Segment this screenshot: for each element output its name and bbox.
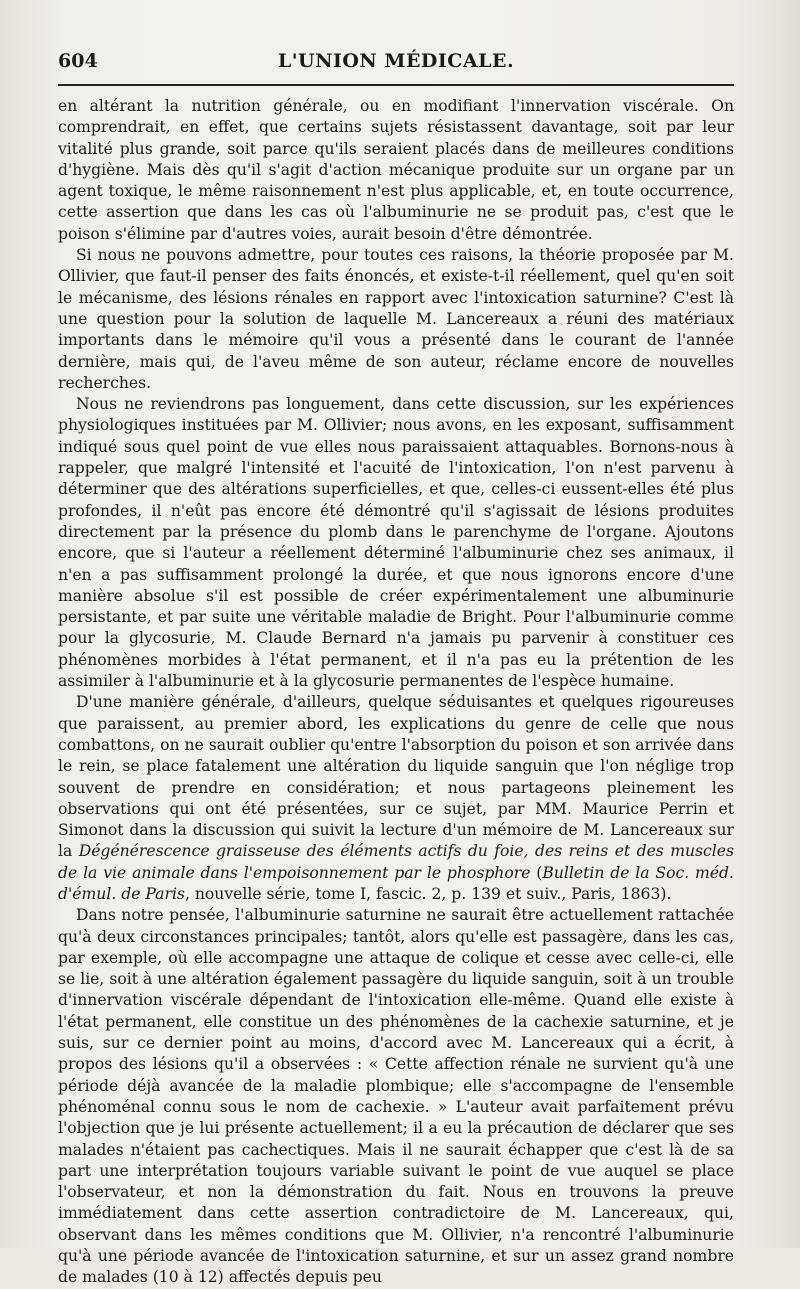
article-body — [58, 96, 734, 1289]
paragraph: Dans notre pensée, l'albuminurie saturnine ne saurait être actuellement rattachée qu'à deux circonstances principales; tantôt, alors qu'elle est passagère, dans les cas, par exemple, où elle accompagne une attaque de colique et cesse avec celle-ci, elle se lie, soit à une altération également passagère du liquide sanguin, soit à un trouble d'innervation viscérale dépendant de l'intoxication elle-même. Quand elle existe à l'état permanent, elle constitue un des phénomènes de la cachexie saturnine, et je suis, sur ce dernier point au moins, d'accord avec M. Lancereaux qui a écrit, à propos des lésions qu'il a observées : « Cette affection rénale ne survient qu'à une période déjà avancée de la maladie plombique; elle s'accompagne de l'ensemble phénoménal connu sous le nom de cachexie. » L'auteur avait parfaitement prévu l'objection que je lui présente actuellement; il a eu la précaution de déclarer que ses malades n'étaient pas cachectiques. Mais il ne saurait échapper que c'est là de sa part une interprétation toujours variable suivant le point de vue auquel se place l'observateur, et non la démonstration du fait. Nous en trouvons la preuve immédiatement dans cette assertion contradictoire de M. Lancereaux, qui, observant dans les mêmes conditions que M. Ollivier, n'a rencontré l'albuminurie qu'à une période avancée de l'intoxication saturnine, et sur un assez grand nombre de malades (10 à 12) affectés depuis peu — [58, 906, 734, 1287]
paragraph-text: D'une manière générale, d'ailleurs, quelque séduisantes et quelques rigoureuses que paraissent, au premier abord, les explications du genre de celle que nous combattons, on ne saurait oublier qu'entre l'absorption du poison et son arrivée dans le rein, se place fatalement une altération du liquide sanguin que l'on néglige trop souvent de prendre en considération; et nous partageons pleinement les observations qui ont été présentées, sur ce sujet, par MM. Maurice Perrin et Simonot dans la discussion qui suivit la lecture d'un mémoire de M. Lancereaux sur la — [58, 693, 734, 861]
paragraph-text: ( — [530, 863, 543, 882]
running-title: L'UNION MÉDICALE. — [277, 50, 515, 72]
cited-memoir-title: Dégénérescence graisseuse des éléments actifs du foie, des reins et des muscles de la vie animale dans l'empoisonnement par le phosphore — [58, 842, 734, 882]
paragraph: Nous ne reviendrons pas longuement, dans cette discussion, sur les expériences physiologiques instituées par M. Ollivier; nous avons, en les exposant, suffisamment indiqué sous quel point de vue elles nous paraissaient attaquables. Bornons-nous à rappeler, que malgré l'intensité et l'acuité de l'intoxication, l'on n'est parvenu à déterminer que des altérations superficielles, et que, celles-ci eussent-elles été plus profondes, il n'eût pas encore été démontré qu'il s'agissait de lésions produites directement par la présence du plomb dans le parenchyme de l'organe. Ajoutons encore, que si l'auteur a réellement déterminé l'albuminurie chez ses animaux, il n'en a pas suffisamment prolongé la durée, et que nous ignorons encore d'une manière absolue s'il est possible de créer expérimentalement une albuminurie persistante, et par suite une véritable maladie de Bright. Pour l'albuminurie comme pour la glycosurie, M. Claude Bernard n'a jamais pu parvenir à constituer ces phénomènes morbides à l'état permanent, et il n'a pas eu la prétention de les assimiler à l'albuminurie et à la glycosurie permanentes de l'espèce humaine. — [58, 395, 734, 691]
paragraph — [58, 692, 734, 905]
paragraph: Si nous ne pouvons admettre, pour toutes ces raisons, la théorie proposée par M. Ollivier, que faut-il penser des faits énoncés, et existe-t-il réellement, quel qu'en soit le mécanisme, des lésions rénales en rapport avec l'intoxication saturnine? C'est là une question pour la solution de laquelle M. Lancereaux a réuni des matériaux importants dans le mémoire qu'il vous a présenté dans le courant de l'année dernière, mais qui, de l'aveu même de son auteur, réclame encore de nouvelles recherches. — [58, 246, 734, 392]
page-header — [58, 44, 734, 80]
cited-journal-title: Bulletin de la Soc. méd. d'émul. de Paris — [58, 863, 734, 903]
paragraph-text: , nouvelle série, tome I, fascic. 2, p. 139 et suiv., Paris, 1863). — [184, 884, 672, 903]
header-rule — [58, 84, 734, 86]
paragraph: en altérant la nutrition générale, ou en modifiant l'innervation viscérale. On comprendrait, en effet, que certains sujets résistassent davantage, soit par leur vitalité plus grande, soit parce qu'ils seraient placés dans de meilleures conditions d'hygiène. Mais dès qu'il s'agit d'action mécanique produite sur un organe par un agent toxique, le même raisonnement n'est plus applicable, et, en toute occurrence, cette assertion que dans les cas où l'albuminurie ne se produit pas, c'est que le poison s'élimine par d'autres voies, aurait besoin d'être démontrée. — [58, 97, 734, 243]
page-number: 604 — [58, 50, 98, 72]
